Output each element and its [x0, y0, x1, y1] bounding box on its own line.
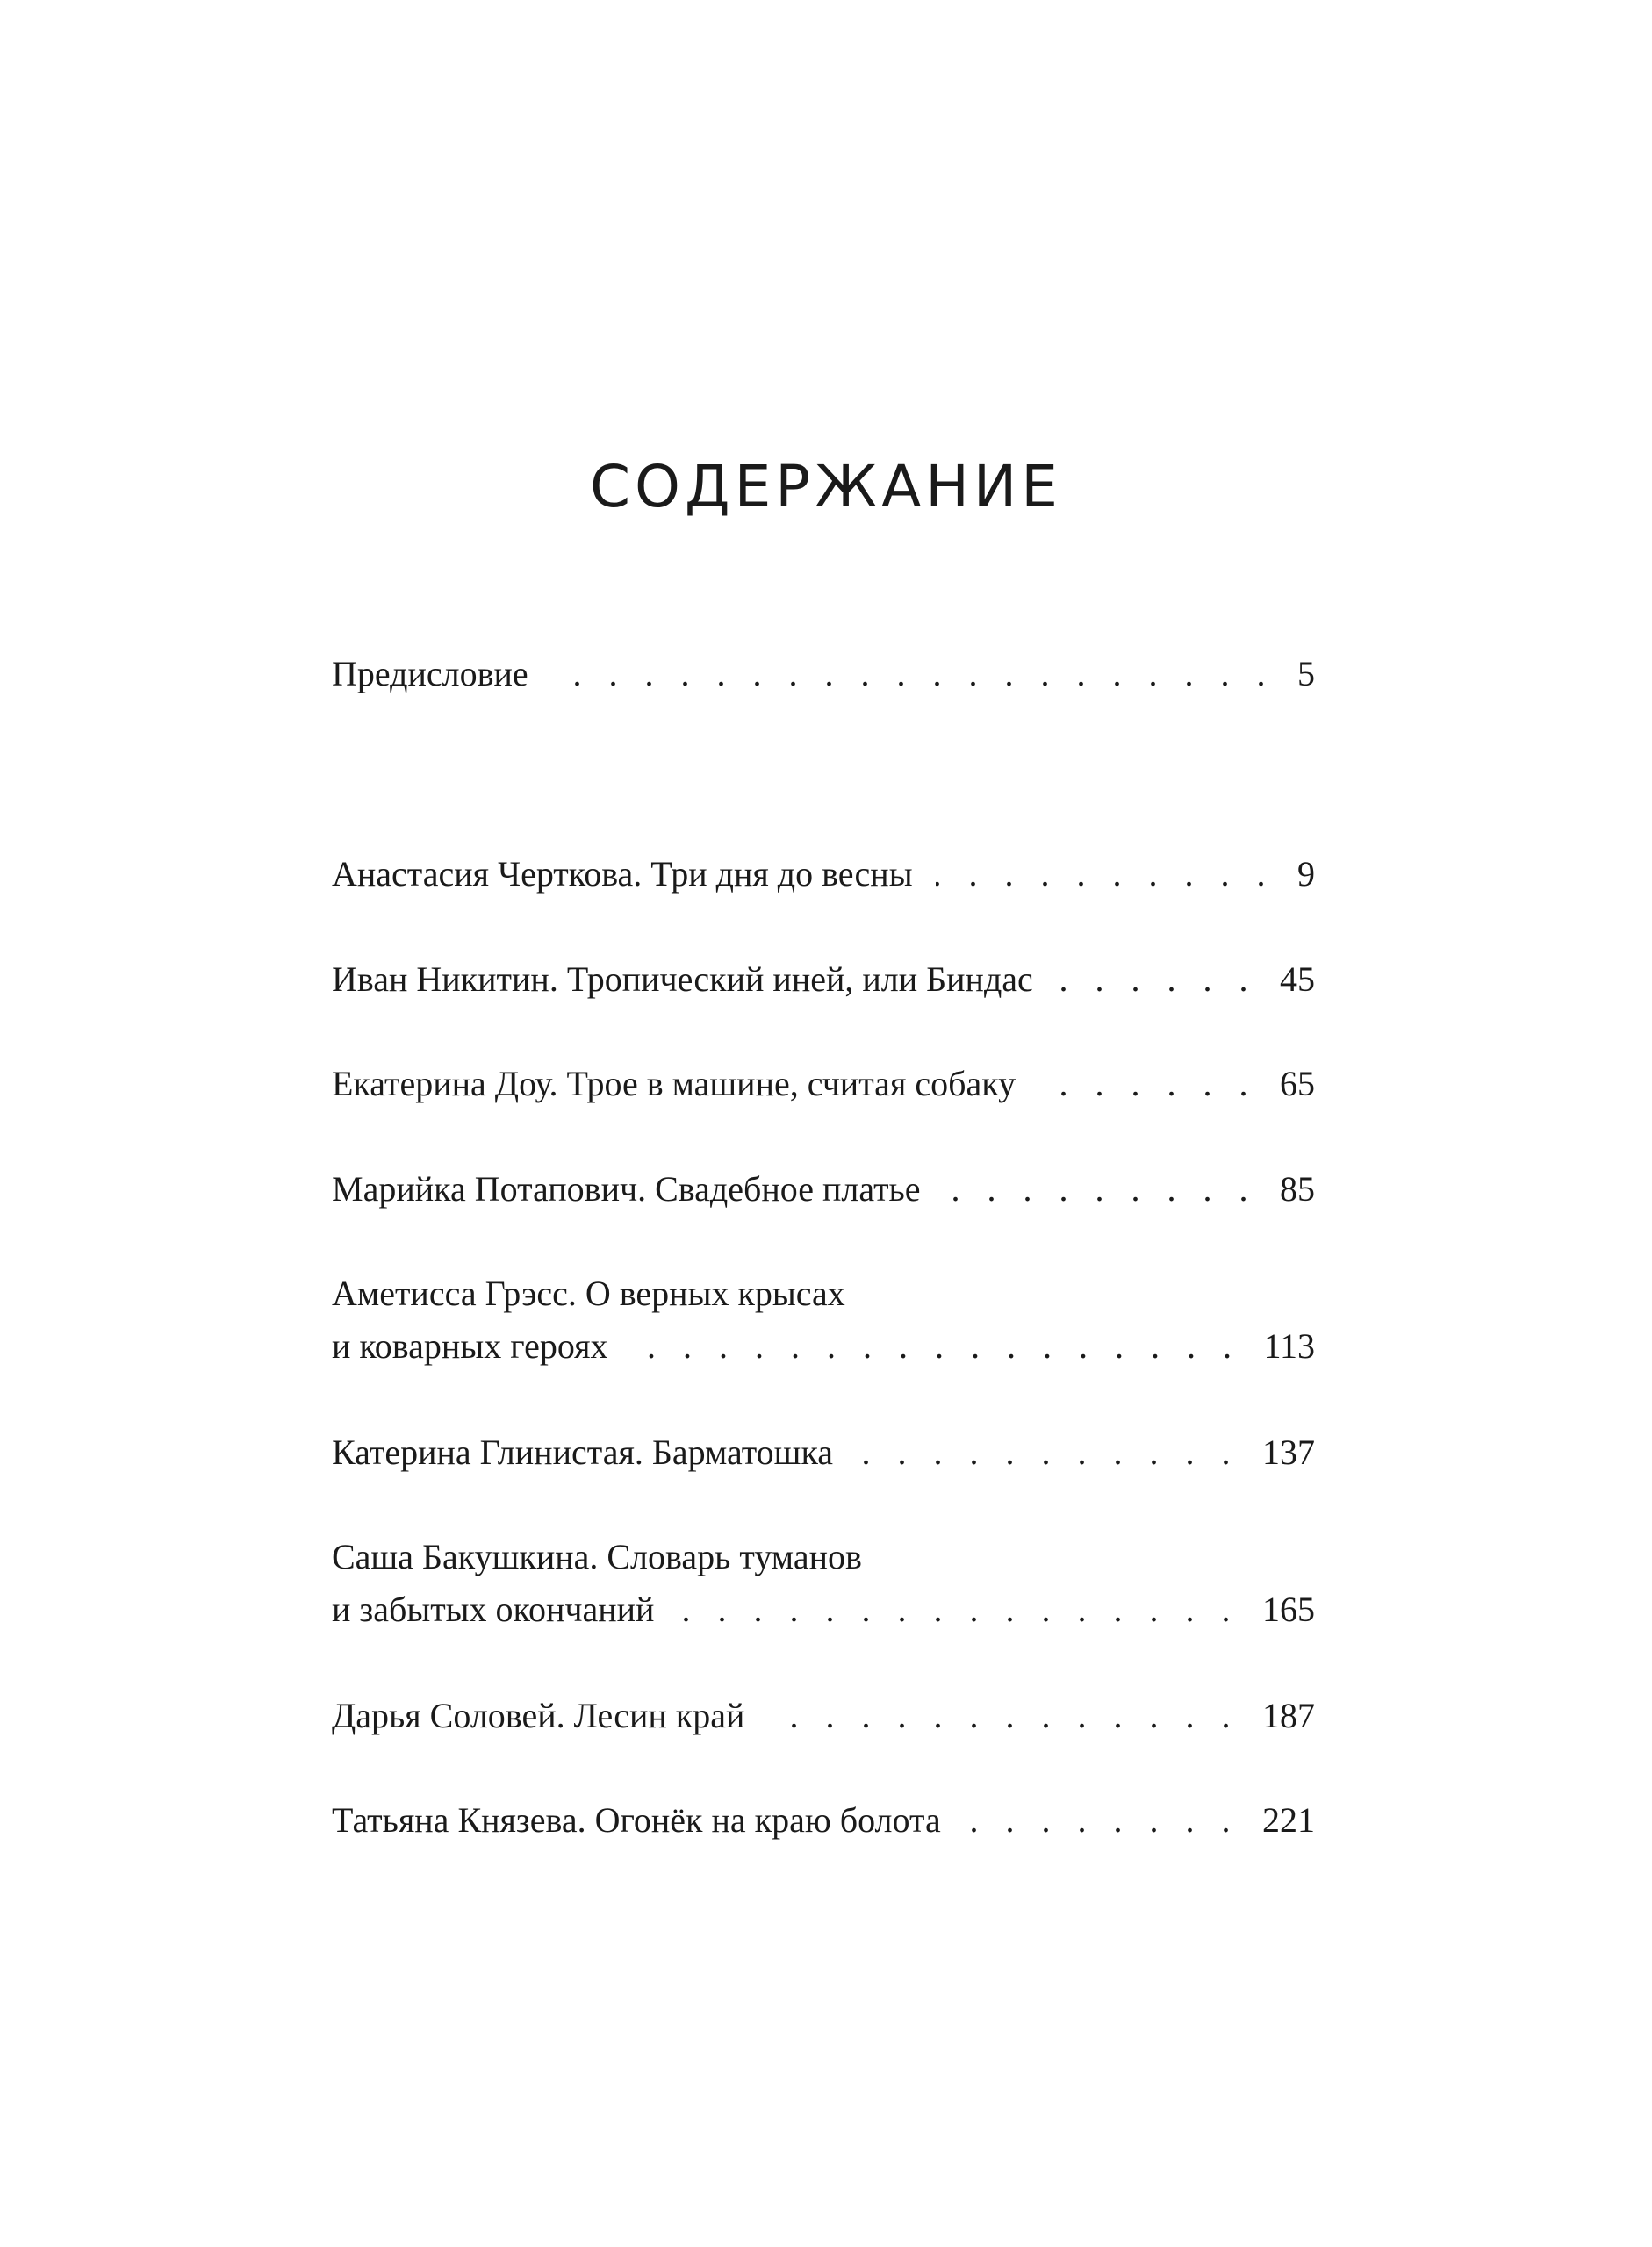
toc-entry-title: Татьяна Князева. Огонёк на краю болота [332, 1800, 941, 1840]
toc-entry-title: Марийка Потапович. Свадебное платье [332, 1169, 921, 1209]
page-title: СОДЕРЖАНИЕ [589, 453, 1063, 521]
toc-page-number: 221 [1262, 1800, 1315, 1840]
toc-page-number: 113 [1263, 1326, 1315, 1366]
toc-page-number: 85 [1280, 1169, 1315, 1209]
toc-page-number: 187 [1262, 1696, 1315, 1735]
toc-entry [332, 1058, 1315, 1110]
toc-entry-title-line-1: Аметисса Грэсс. О верных крысах [332, 1274, 845, 1313]
toc-entry [332, 1426, 1315, 1479]
toc-entry [332, 1163, 1315, 1216]
dot-leader [964, 1794, 1239, 1847]
dot-leader [630, 1320, 1240, 1373]
toc-page-number: 137 [1262, 1432, 1315, 1472]
dot-leader [1038, 1058, 1257, 1110]
toc-entry-preface [332, 648, 1315, 700]
dot-leader [551, 648, 1275, 700]
toc-entry-title: Предисловие [332, 654, 528, 693]
toc-entry-title: Иван Никитин. Тропический иней, или Биндас [332, 959, 1033, 999]
toc-page-number: 165 [1262, 1590, 1315, 1629]
dot-leader [1056, 953, 1257, 1006]
dot-leader [856, 1426, 1239, 1479]
toc-page-number: 5 [1297, 654, 1315, 693]
toc-entry [332, 1267, 1315, 1373]
dot-leader [944, 1163, 1257, 1216]
toc-entry [332, 1690, 1315, 1742]
toc-page-number: 65 [1280, 1064, 1315, 1103]
toc-entry-title: Екатерина Доу. Трое в машине, считая собаку [332, 1064, 1016, 1103]
toc-entry-title: Анастасия Черткова. Три дня до весны [332, 854, 913, 894]
dot-leader [677, 1583, 1239, 1636]
toc-entry [332, 848, 1315, 901]
toc-page-number: 45 [1280, 959, 1315, 999]
dot-leader [767, 1690, 1239, 1742]
toc-entry-title-line-1: Саша Бакушкина. Словарь туманов [332, 1537, 862, 1576]
toc-entry [332, 953, 1315, 1006]
toc-entry-title-line-2: и коварных героях [332, 1326, 608, 1366]
table-of-contents [332, 0, 1315, 2247]
dot-leader [936, 848, 1275, 901]
toc-entry [332, 1794, 1315, 1847]
toc-entry-title-line-2: и забытых окончаний [332, 1590, 655, 1629]
toc-entry-title: Дарья Соловей. Лесин край [332, 1696, 745, 1735]
toc-page-number: 9 [1297, 854, 1315, 894]
toc-entry-title: Катерина Глинистая. Барматошка [332, 1432, 834, 1472]
toc-entry [332, 1531, 1315, 1636]
